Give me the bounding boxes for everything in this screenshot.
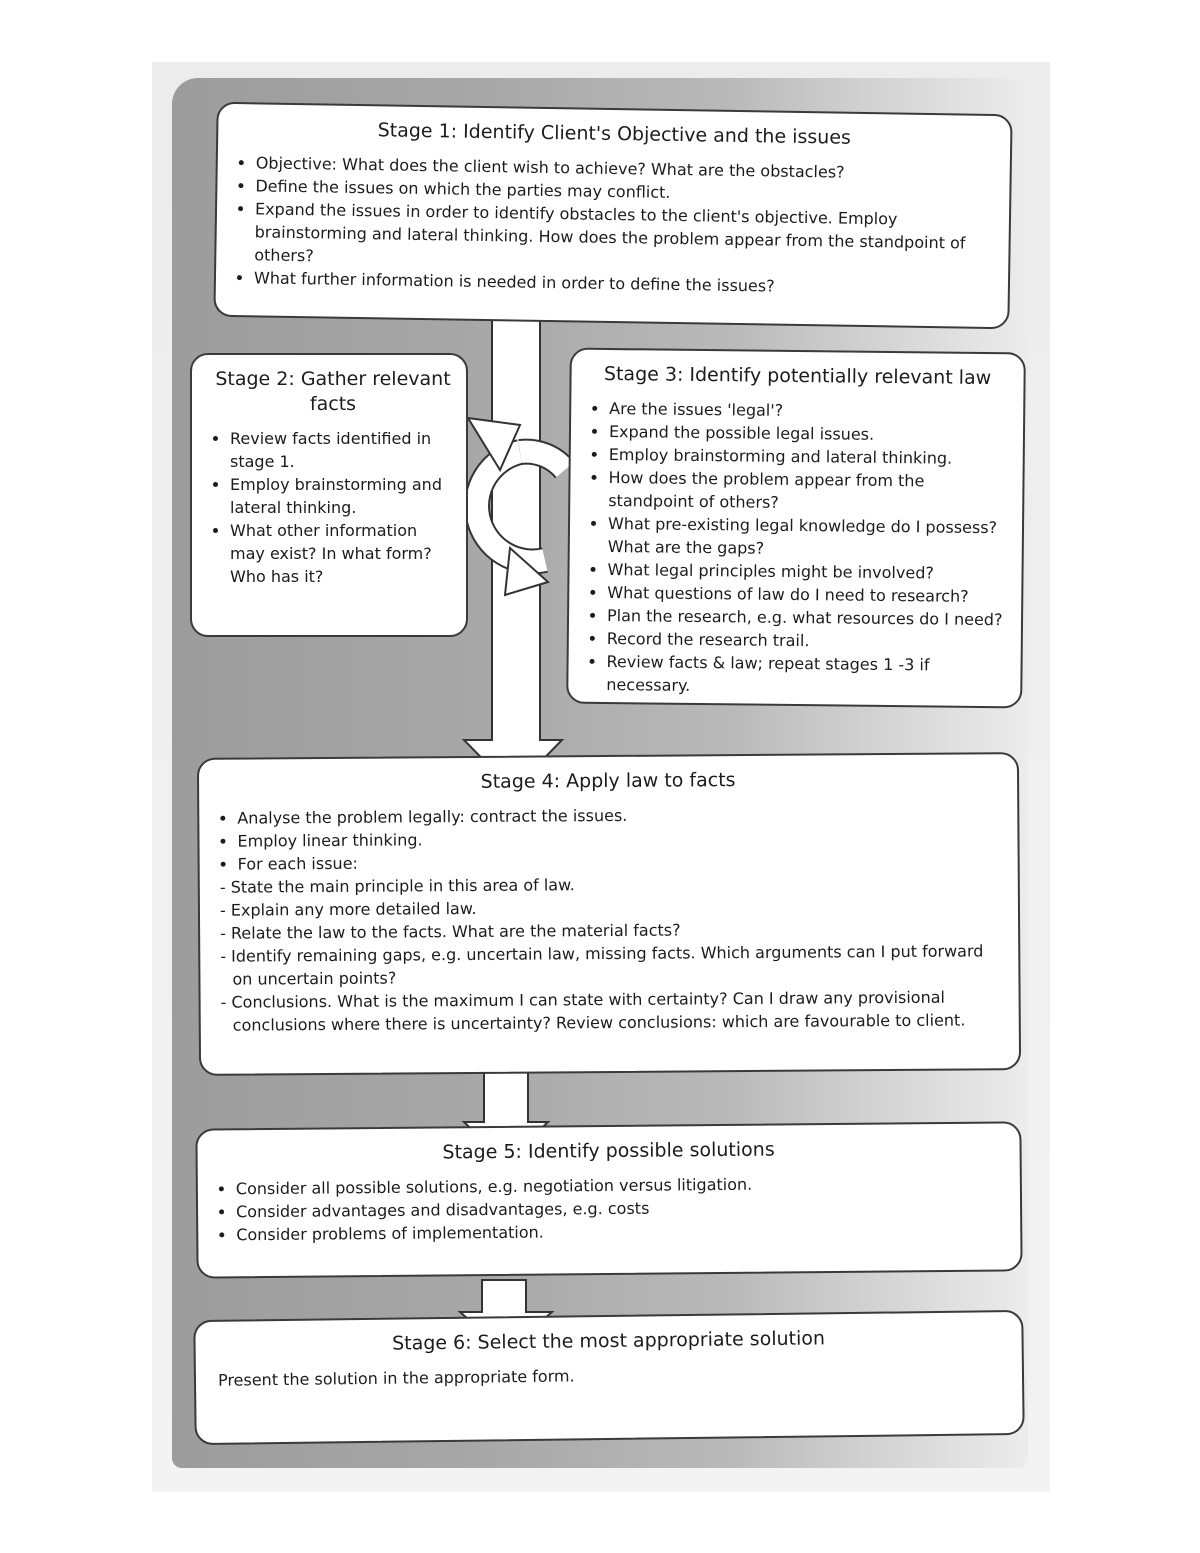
- stage-2-title: Stage 2: Gather relevant facts: [215, 368, 451, 415]
- stage-4-list: [217, 801, 999, 875]
- stage-1-box: [213, 102, 1012, 329]
- list-item: • Are the issues 'legal'?: [609, 397, 1005, 424]
- list-item: • Consider all possible solutions, e.g. negotiation versus litigation.: [236, 1171, 1002, 1201]
- list-item: • What legal principles might be involved?: [607, 558, 1003, 585]
- stage-3-box: [566, 348, 1026, 709]
- stage-5-list: [216, 1171, 1003, 1247]
- stage-4-sublist: [218, 870, 1001, 1036]
- list-item: • Consider problems of implementation.: [236, 1217, 1002, 1247]
- list-item: - Conclusions. What is the maximum I can state with certainty? Can I draw any provisional conclusions where there is uncertainty? Review conclusions: which are favourable to client.: [233, 985, 1001, 1036]
- list-item: • Define the issues on which the parties may conflict.: [255, 174, 991, 209]
- list-item: - Identify remaining gaps, e.g. uncertain law, missing facts. Which arguments can I put forward on uncertain points?: [232, 939, 1000, 990]
- stage-6-box: [193, 1310, 1024, 1445]
- stage-2-box: [190, 353, 468, 637]
- list-item: • Plan the research, e.g. what resources do I need?: [607, 604, 1003, 631]
- list-item: - State the main principle in this area of law.: [232, 870, 1000, 898]
- list-item: - Explain any more detailed law.: [232, 893, 1000, 921]
- stage-5-box: [195, 1121, 1022, 1278]
- list-item: • For each issue:: [238, 847, 1000, 875]
- list-item: • What questions of law do I need to research?: [607, 581, 1003, 608]
- stage-3-title: Stage 3: Identify potentially relevant law: [603, 362, 992, 390]
- stage-6-title: Stage 6: Select the most appropriate solution: [391, 1327, 826, 1355]
- list-item: • Expand the possible legal issues.: [609, 420, 1005, 447]
- list-item: • Employ brainstorming and lateral thinking.: [609, 443, 1005, 470]
- list-item: • Review facts & law; repeat stages 1 -3 if necessary.: [606, 650, 1002, 700]
- stage-1-title: Stage 1: Identify Client's Objective and the issues: [377, 119, 852, 149]
- stage-4-box: [197, 752, 1021, 1076]
- stage-5-title: Stage 5: Identify possible solutions: [442, 1138, 775, 1164]
- list-item: • Consider advantages and disadvantages, e.g. costs: [236, 1194, 1002, 1224]
- list-item: • Objective: What does the client wish to achieve? What are the obstacles?: [256, 151, 992, 186]
- list-item: - Relate the law to the facts. What are the material facts?: [232, 916, 1000, 944]
- list-item: • Analyse the problem legally: contract the issues.: [237, 801, 999, 829]
- stage-2-list: [210, 427, 456, 588]
- stage-4-title: Stage 4: Apply law to facts: [480, 769, 736, 793]
- stage-3-list: [586, 397, 1005, 700]
- list-item: • Employ linear thinking.: [237, 824, 999, 852]
- list-item: • Expand the issues in order to identify obstacles to the client's objective. Employ brainstorming and lateral thinking. How does the problem appear from the standpoint of others?: [254, 197, 991, 278]
- stage-1-list: [234, 151, 992, 301]
- list-item: • Employ brainstorming and lateral thinking.: [230, 473, 456, 519]
- list-item: • What other information may exist? In what form? Who has it?: [230, 519, 456, 588]
- list-item: • Record the research trail.: [607, 627, 1003, 654]
- list-item: • Review facts identified in stage 1.: [230, 427, 456, 473]
- list-item: • What further information is needed in order to define the issues?: [254, 266, 990, 301]
- list-item: • What pre-existing legal knowledge do I possess? What are the gaps?: [608, 512, 1004, 562]
- list-item: • How does the problem appear from the standpoint of others?: [608, 466, 1004, 516]
- stage-6-text: Present the solution in the appropriate form.: [217, 1366, 575, 1390]
